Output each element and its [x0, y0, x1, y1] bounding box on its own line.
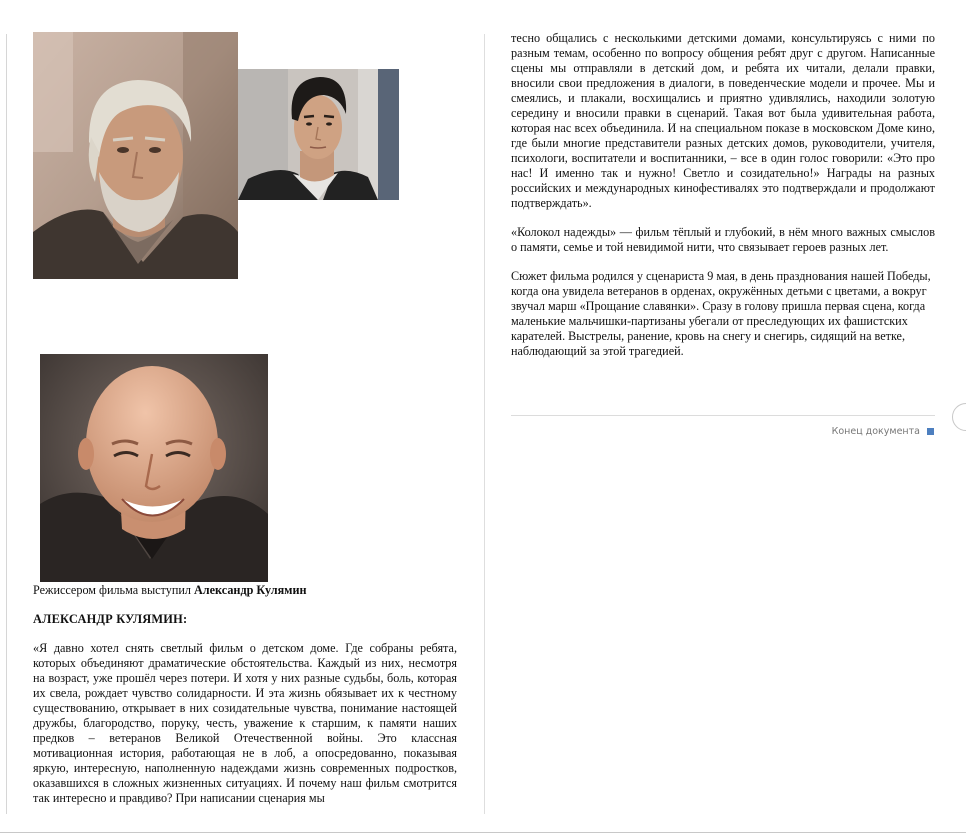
- page-left-edge: [6, 34, 7, 814]
- right-column: [511, 31, 935, 373]
- plot-origin-paragraph: Сюжет фильма родился у сценариста 9 мая, в день празднования нашей Победы, когда она увидела ветеранов в орденах, окружённых детьми с цветами, а вокруг звучал марш «Прощание славянки». Сразу в голову пришла первая сцена, когда маленькие мальчишки-партизаны убегали от преследующих их фашистских карателей. Выстрелы, ранение, кровь на снегу и снегирь, сидящий на ветке, наблюдающий за этой трагедией.: [511, 269, 931, 358]
- photo-caption: [33, 583, 463, 598]
- end-divider: [511, 415, 935, 416]
- page-bottom-border: [0, 832, 966, 833]
- photo-director: [40, 354, 268, 582]
- caption-text: Режиссером фильма выступил: [33, 583, 194, 597]
- caption-director-name: Александр Кулямин: [194, 583, 307, 597]
- quote-text-left: «Я давно хотел снять светлый фильм о детском доме. Где собраны ребята, которых объединяют драматические обстоятельства. Каждый из них, несмотря на возраст, уже прошёл через потери. И хотя у них разные судьбы, боль, которая их свела, рождает чувство солидарности. И эта жизнь обязывает их к честному существованию, открывает в них созидательные чувства, понимание настоящей дружбы, благородство, поруку, честь, уважение к старшим, к памяти наших предков – ветеранов Великой Отечественной войны. Это классная мотивационная история, работающая не в лоб, а опосредованно, показывая яркую, интересную, наполненную надеждами жизнь современных подростков, оказавшихся в сложных жизненных ситуациях. И почему наш фильм смотрится так интересно и правдиво? При написании сценария мы: [33, 641, 457, 805]
- end-of-document-marker-icon: [927, 428, 934, 435]
- column-divider: [484, 34, 485, 814]
- film-description-paragraph: «Колокол надежды» — фильм тёплый и глубокий, в нём много важных смыслов о памяти, семье и той невидимой нити, что связывает героев разных лет.: [511, 225, 935, 254]
- side-scroll-tab[interactable]: [952, 403, 966, 431]
- end-of-document-label: Конец документа: [831, 426, 920, 437]
- quote-text-continued: тесно общались с несколькими детскими домами, консультируясь с ними по разным темам, особенно по вопросу общения ребят друг с другом. Написанные сцены мы отправляли в детский дом, и ребята их читали, делали правки, вносили свои предложения в диалоги, в поведенческие модели и прочее. Мы и смеялись, и плакали, восхищались и приятно удивлялись, находили золотую середину и вносили правки в сценарий. Такая вот была удивительная работа, которая нас всех объединила. И на специальном показе в московском Доме кино, где были многие представители разных детских домов, руководители, учителя, психологи, воспитатели и воспитанники, – все в один голос говорили: «Это про нас! И именно так и нужно! Светло и созидательно!» Награды на разных российских и международных кинофестивалях это подтверждали и продолжают подтверждать».: [511, 31, 935, 210]
- interview-heading: АЛЕКСАНДР КУЛЯМИН:: [33, 612, 188, 626]
- photo-young-actor: [238, 69, 399, 200]
- photo-elderly-actor: [33, 32, 238, 279]
